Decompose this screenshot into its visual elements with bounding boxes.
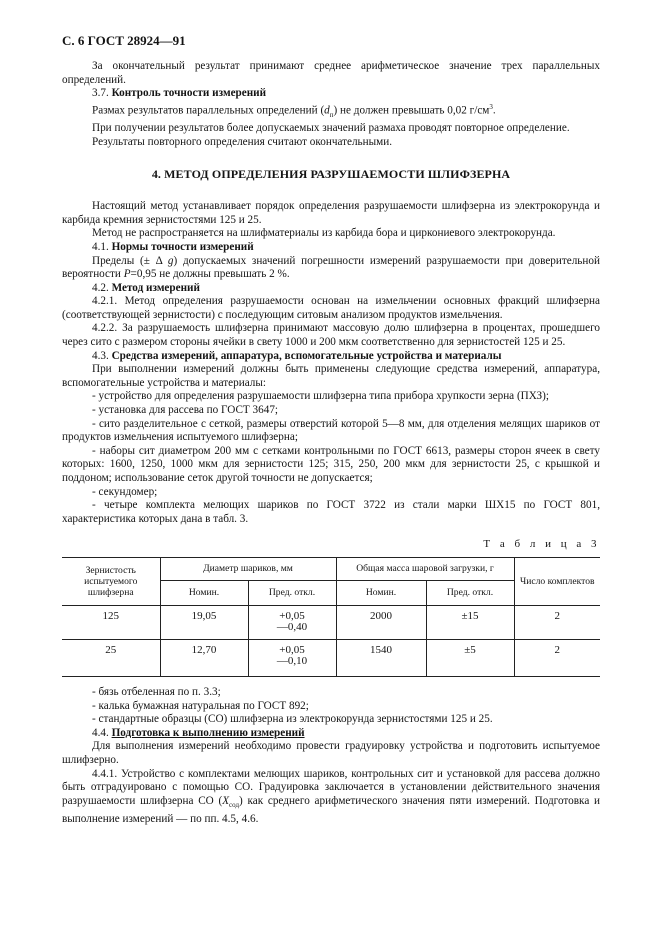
- subsection-heading: 4.2. Метод измерений: [92, 281, 200, 294]
- list-item: - секундомер;: [92, 485, 158, 498]
- cell-mass-nominal: 1540: [336, 639, 426, 676]
- table-caption: Т а б л и ц а 3: [483, 538, 600, 551]
- list-item: - наборы сит диаметром 200 мм с сетками контрольными по ГОСТ 6613, размеры сторон ячеек в свету которых: 1600, 1250, 1000 мкм для зернистости 125; 315, 250, 200 мкм для зернистости 25, с крышкой и поддоном; использование сеток другой точности не допускается;: [62, 444, 600, 484]
- paragraph: Настоящий метод устанавливает порядок определения разрушаемости шлифзерна из электрокорунда и карбида кремния зернистостями 125 и 25.: [62, 200, 600, 226]
- page-content: [62, 60, 600, 826]
- header-deviation: Пред. откл.: [248, 580, 336, 605]
- paragraph: За окончательный результат принимают среднее арифметическое значение трех параллельных определений.: [62, 60, 600, 86]
- cell-sets: 2: [514, 605, 600, 639]
- subsection-title: Нормы точности измерений: [111, 240, 254, 253]
- header-sets: Число комплектов: [514, 557, 600, 605]
- paragraph: Результаты повторного определения считают окончательными.: [92, 135, 393, 148]
- paragraph: Пределы (± Δ g) допускаемых значений погрешности измерений разрушаемости при доверительной вероятности P=0,95 не должны превышать 2 %.: [62, 254, 600, 281]
- header-nominal: Номин.: [160, 580, 248, 605]
- list-item: - установка для рассева по ГОСТ 3647;: [92, 404, 279, 417]
- cell-mass-deviation: ±5: [426, 639, 514, 676]
- paragraph: Метод не распространяется на шлифматериалы из карбида бора и циркониевого электрокорунда.: [92, 227, 556, 240]
- subsection-heading: 3.7. Контроль точности измерений: [92, 87, 267, 100]
- paragraph: 4.2.2. За разрушаемость шлифзерна принимают массовую долю шлифзерна в процентах, прошедшего через сито с размером стороны ячейки в свету 1000 и 200 мкм соответственно для зернистостей 125 и 25.: [62, 322, 600, 349]
- header-deviation: Пред. откл.: [426, 580, 514, 605]
- cell-mass-deviation: ±15: [426, 605, 514, 639]
- cell-diam-deviation: +0,05 —0,40: [248, 605, 336, 639]
- section-title: 4. МЕТОД ОПРЕДЕЛЕНИЯ РАЗРУШАЕМОСТИ ШЛИФЗЕРНА: [151, 166, 511, 181]
- cell-grain: 125: [62, 605, 160, 639]
- cell-diam-deviation: +0,05 —0,10: [248, 639, 336, 676]
- paragraph: Размах результатов параллельных определений $(d_п)$ не должен превышать 0,02 $г/см^3$.: [92, 102, 496, 119]
- cell-diam-nominal: 12,70: [160, 639, 248, 676]
- table-row: [62, 639, 600, 676]
- subsection-title: Контроль точности измерений: [111, 87, 267, 100]
- list-item: - устройство для определения разрушаемости шлифзерна типа прибора хрупкости зерна (ПХЗ);: [92, 390, 549, 403]
- list-item: - калька бумажная натуральная по ГОСТ 892;: [92, 699, 309, 712]
- paragraph: 4.4.1. Устройство с комплектами мелющих шариков, контрольных сит и установкой для рассева должно быть отградуировано с помощью СО. Градуировка заключается в установлении действительного значения разрушаемости шлифзерна СО $(X_{сод})$ как среднего арифметического значения пяти измерений. Подготовка и выполнение измерений — по пп. 4.5, 4.6.: [62, 767, 601, 825]
- header-diameter: Диаметр шариков, мм: [160, 557, 336, 580]
- page-header: С. 6 ГОСТ 28924—91: [62, 33, 186, 48]
- paragraph: 4.2.1. Метод определения разрушаемости основан на измельчении основных фракций шлифзерна (соответствующей зернистости) с последующим ситовым анализом продуктов измельчения.: [62, 295, 600, 321]
- paragraph: Для выполнения измерений необходимо провести градуировку устройства и подготовить испытуемое шлифзерно.: [62, 740, 600, 766]
- subsection-heading: 4.1. Нормы точности измерений: [92, 240, 254, 253]
- list-item: - бязь отбеленная по п. 3.3;: [92, 685, 221, 698]
- table-row: [62, 605, 600, 639]
- header-grain: Зернистость испытуемого шлифзерна: [62, 557, 160, 605]
- list-item: - сито разделительное с сеткой, размеры отверстий которой 5—8 мм, для отделения мелящих шариков от продуктов измельчения испытуемого шлифзерна;: [62, 417, 600, 444]
- paragraph: При выполнении измерений должны быть применены следующие средства измерений, аппаратура, вспомогательные устройства и материалы:: [62, 363, 600, 389]
- cell-grain: 25: [62, 639, 160, 676]
- subsection-title: Средства измерений, аппаратура, вспомогательные устройства и материалы: [111, 349, 502, 362]
- header-nominal: Номин.: [336, 580, 426, 605]
- cell-sets: 2: [514, 639, 600, 676]
- subsection-heading: 4.4. Подготовка к выполнению измерений: [92, 726, 305, 739]
- cell-mass-nominal: 2000: [336, 605, 426, 639]
- header-mass: Общая масса шаровой загрузки, г: [336, 557, 514, 580]
- subsection-title: Подготовка к выполнению измерений: [111, 726, 305, 739]
- subsection-heading: 4.3. Средства измерений, аппаратура, вспомогательные устройства и материалы: [92, 349, 502, 362]
- cell-diam-nominal: 19,05: [160, 605, 248, 639]
- list-item: - стандартные образцы (СО) шлифзерна из электрокорунда зернистостями 125 и 25.: [92, 713, 493, 726]
- subsection-title: Метод измерений: [111, 281, 200, 294]
- balls-table: [62, 557, 600, 677]
- list-item: - четыре комплекта мелющих шариков по ГОСТ 3722 из стали марки ШХ15 по ГОСТ 801, характеристика которых дана в табл. 3.: [62, 499, 600, 525]
- paragraph: При получении результатов более допускаемых значений размаха проводят повторное определение.: [92, 122, 570, 135]
